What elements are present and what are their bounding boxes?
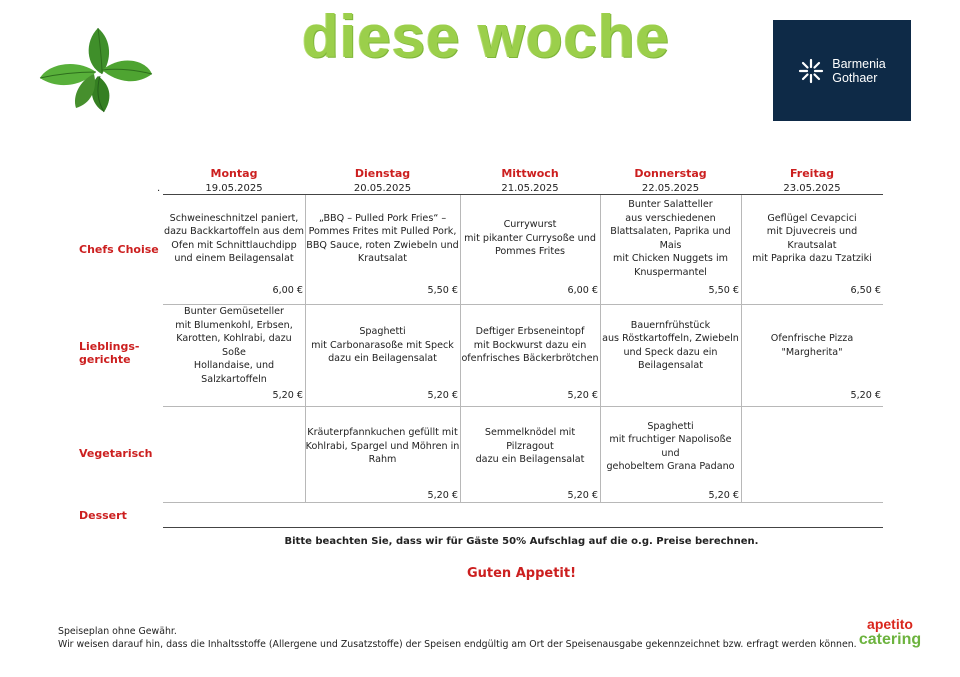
- menu-dish: [600, 410, 741, 483]
- dish-text: Schweineschnitzel paniert, dazu Backkartoffeln aus dem Ofen mit Schnittlauchdipp und einem Beilagensalat: [164, 212, 304, 264]
- dish-text: Deftiger Erbseneintopf mit Bockwurst dazu ein ofenfrisches Bäckerbrötchen: [461, 326, 599, 365]
- dish-price: 5,20 €: [272, 390, 303, 401]
- menu-dish: [305, 410, 460, 483]
- dish-text: Bunter Gemüseteller mit Blumenkohl, Erbsen, Karotten, Kohlrabi, dazu Soße Hollandaise, und Salzkartoffeln: [175, 306, 293, 385]
- day-name-2: Mittwoch: [501, 167, 559, 180]
- day-name-4: Freitag: [789, 167, 835, 180]
- starburst-icon: [798, 58, 824, 84]
- header-marker: .: [157, 183, 161, 194]
- menu-dish: [741, 308, 883, 383]
- dish-price: 5,20 €: [567, 390, 598, 401]
- footer-disclaimer: [58, 625, 857, 651]
- menu-dish: [741, 199, 883, 278]
- dish-text: „BBQ – Pulled Pork Fries“ – Pommes Frites mit Pulled Pork, BBQ Sauce, roten Zwiebeln und Krautsalat: [306, 212, 459, 264]
- dish-price: 5,20 €: [427, 490, 458, 501]
- dish-text: Spaghetti mit Carbonarasoße mit Speck dazu ein Beilagensalat: [311, 326, 454, 365]
- dish-price: 5,20 €: [427, 390, 458, 401]
- row-label: Lieblings- gerichte: [79, 340, 140, 366]
- dish-text: Geflügel Cevapcici mit Djuvecreis und Krautsalat mit Paprika dazu Tzatziki: [752, 212, 872, 264]
- brand-line-2: Gothaer: [832, 70, 878, 85]
- row-label: Chefs Choise: [79, 243, 159, 256]
- dish-price: 5,20 €: [708, 490, 739, 501]
- dish-price: 5,50 €: [427, 285, 458, 296]
- dish-text: Currywurst mit pikanter Currysoße und Pommes Frites: [464, 219, 596, 258]
- table-bottom-rule: [163, 527, 883, 528]
- apetito-logo-line-1: apetito: [867, 616, 913, 632]
- dish-text: Bunter Salatteller aus verschiedenen Blattsalaten, Paprika und Mais mit Chicken Nuggets im Knuspermantel: [610, 199, 731, 278]
- row-label: Dessert: [79, 509, 127, 522]
- row-label: Vegetarisch: [79, 447, 153, 460]
- footer-line-1: Speiseplan ohne Gewähr.: [58, 626, 177, 637]
- header-rule: [163, 194, 883, 195]
- surcharge-notice: Bitte beachten Sie, dass wir für Gäste 50% Aufschlag auf die o.g. Preise berechnen.: [284, 536, 759, 547]
- menu-dish: [163, 199, 305, 278]
- apetito-catering-logo: [850, 617, 930, 647]
- basil-leaves-image: [36, 20, 156, 115]
- day-date-4: 23.05.2025: [783, 183, 841, 194]
- dish-text: Kräuterpfannkuchen gefüllt mit Kohlrabi, Spargel und Möhren in Rahm: [305, 427, 460, 466]
- apetito-logo-line-2: catering: [858, 631, 922, 648]
- menu-dish: [460, 199, 600, 278]
- dish-price: 6,00 €: [567, 285, 598, 296]
- menu-dish: [305, 308, 460, 383]
- day-date-3: 22.05.2025: [641, 183, 700, 194]
- day-name-0: Montag: [210, 167, 258, 180]
- dish-price: 6,50 €: [850, 285, 881, 296]
- menu-dish: [600, 308, 741, 383]
- menu-dish: [460, 308, 600, 383]
- page-title: diese woche: [302, 3, 670, 70]
- menu-dish: [460, 410, 600, 483]
- day-name-1: Dienstag: [354, 167, 411, 180]
- row-divider: [163, 406, 883, 407]
- day-name-3: Donnerstag: [634, 167, 707, 180]
- day-date-1: 20.05.2025: [353, 183, 412, 194]
- dish-price: 6,00 €: [272, 285, 303, 296]
- menu-dish: [163, 308, 305, 383]
- dish-text: Ofenfrische Pizza "Margherita": [770, 333, 854, 358]
- dish-price: 5,20 €: [567, 490, 598, 501]
- day-date-0: 19.05.2025: [205, 183, 263, 194]
- dish-text: Semmelknödel mit Pilzragout dazu ein Beilagensalat: [475, 427, 585, 466]
- brand-line-1: Barmenia: [832, 56, 886, 71]
- menu-dish: [600, 199, 741, 278]
- closing-greeting: Guten Appetit!: [466, 566, 577, 581]
- row-divider: [163, 502, 883, 503]
- dish-price: 5,20 €: [850, 390, 881, 401]
- barmenia-gothaer-logo: [773, 20, 911, 121]
- menu-dish: [305, 199, 460, 278]
- dish-text: Spaghetti mit fruchtiger Napolisoße und gehobeltem Grana Padano: [606, 420, 735, 472]
- dish-text: Bauernfrühstück aus Röstkartoffeln, Zwiebeln und Speck dazu ein Beilagensalat: [602, 319, 739, 371]
- day-date-2: 21.05.2025: [501, 183, 559, 194]
- dish-price: 5,50 €: [708, 285, 739, 296]
- footer-line-2: Wir weisen darauf hin, dass die Inhaltsstoffe (Allergene und Zusatzstoffe) der Speisen endgültig am Ort der Speisenausgabe gekennzeichnet bzw. erfragt werden können.: [58, 639, 857, 650]
